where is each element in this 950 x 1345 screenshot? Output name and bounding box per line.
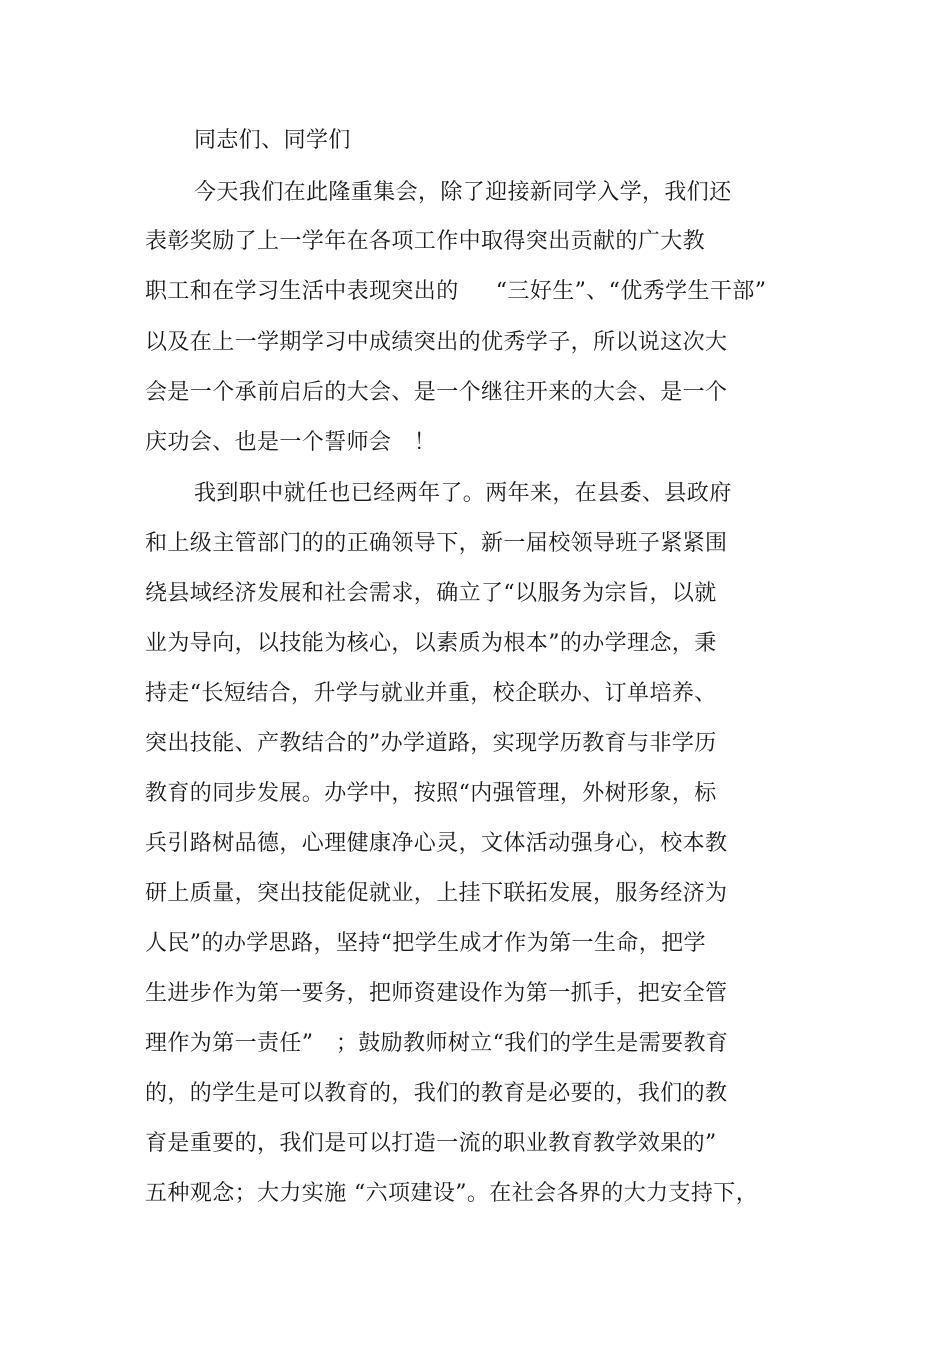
paragraph-2-line-15: 五种观念；大力实施 “六项建设”。在社会各界的大力支持下，	[145, 1181, 759, 1206]
paragraph-2-line-14: 育是重要的，我们是可以打造一流的职业教育教学效果的”	[145, 1131, 717, 1156]
paragraph-1-line-3: 职工和在学习生活中表现突出的 “三好生”、“优秀学生干部”	[145, 279, 767, 304]
paragraph-2-line-2: 和上级主管部门的的正确领导下，新一届校领导班子紧紧围	[145, 531, 728, 556]
paragraph-2-line-5: 持走“长短结合，升学与就业并重，校企联办、订单培养、	[145, 681, 717, 706]
paragraph-1-line-6: 庆功会、也是一个誓师会 ！	[145, 430, 437, 455]
paragraph-2-line-10: 人民”的办学思路，坚持“把学生成才作为第一生命，把学	[145, 931, 706, 956]
paragraph-1-line-5: 会是一个承前启后的大会、是一个继往开来的大会、是一个	[145, 380, 728, 405]
paragraph-2-line-6: 突出技能、产教结合的”办学道路，实现学历教育与非学历	[145, 731, 717, 756]
paragraph-1-line-1: 今天我们在此隆重集会，除了迎接新同学入学，我们还	[194, 180, 732, 205]
paragraph-2-line-11: 生进步作为第一要务，把师资建设作为第一抓手，把安全管	[145, 981, 728, 1006]
paragraph-2-line-12: 理作为第一责任” ；鼓励教师树立“我们的学生是需要教育	[145, 1031, 729, 1056]
paragraph-2-line-9: 研上质量，突出技能促就业，上挂下联拓发展，服务经济为	[145, 881, 728, 906]
paragraph-2-line-13: 的，的学生是可以教育的，我们的教育是必要的，我们的教	[145, 1081, 728, 1106]
salutation-line: 同志们、同学们	[194, 128, 351, 153]
paragraph-2-line-7: 教育的同步发展。办学中，按照“内强管理，外树形象，标	[145, 781, 717, 806]
paragraph-2-line-8: 兵引路树品德，心理健康净心灵，文体活动强身心，校本教	[145, 831, 728, 856]
paragraph-2-line-1: 我到职中就任也已经两年了。两年来，在县委、县政府	[194, 481, 732, 506]
paragraph-1-line-2: 表彰奖励了上一学年在各项工作中取得突出贡献的广大教	[145, 229, 706, 254]
paragraph-2-line-3: 绕县域经济发展和社会需求，确立了“以服务为宗旨，以就	[145, 581, 717, 606]
paragraph-2-line-4: 业为导向，以技能为核心，以素质为根本”的办学理念，秉	[145, 631, 717, 656]
paragraph-1-line-4: 以及在上一学期学习中成绩突出的优秀学子，所以说这次大	[145, 330, 728, 355]
